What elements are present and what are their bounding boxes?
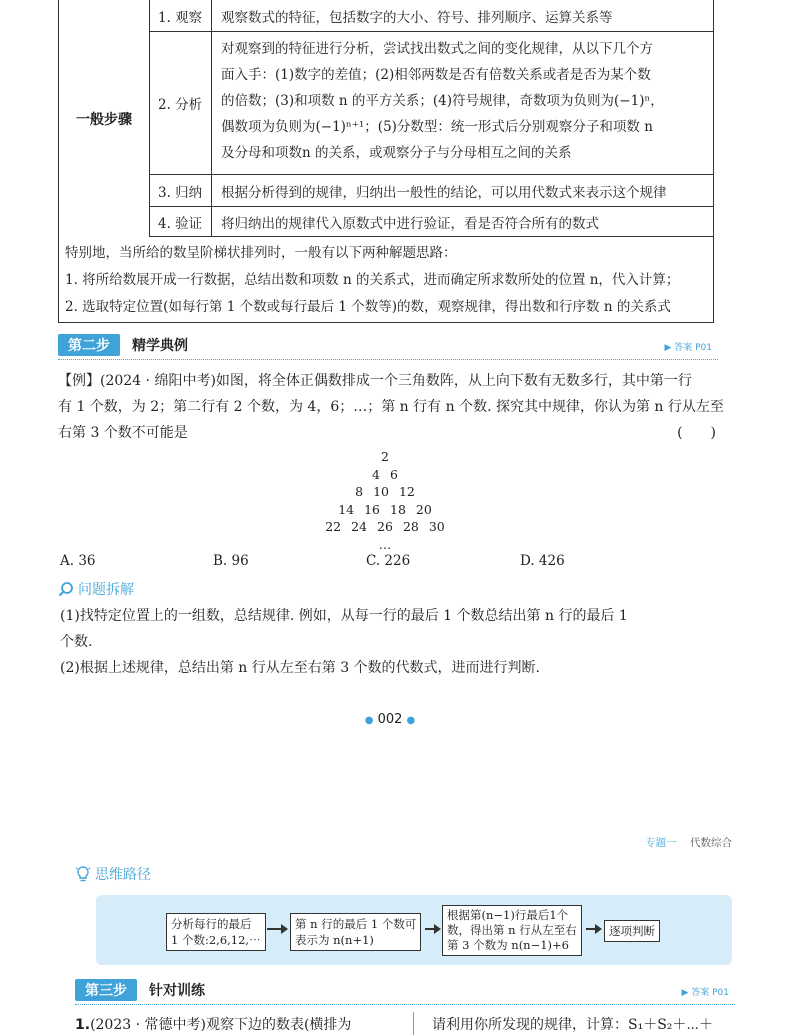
thought-flow-panel [96,895,732,965]
step-name: 1. 观察 [150,0,212,31]
section-header-step2 [58,334,718,358]
arrow-right-icon [425,928,435,930]
question-1 [75,1014,735,1034]
arrow-right-icon [267,928,282,930]
step-row-verify [150,207,713,237]
answer-link[interactable]: ▶ 答案 P01 [681,988,729,998]
step-desc-line: 对观察到的特征进行分析，尝试找出数式之间的变化规律，从以下几个方 [221,41,653,57]
step-desc-line: 的倍数；(3)和项数 n 的平方关系；(4)符号规律，奇数项为负则为(−1)ⁿ， [221,93,664,109]
triangle-row [320,483,450,501]
choice-b[interactable]: B. 96 [213,553,249,569]
flow-text: 表示为 n(n+1) [295,933,374,947]
section-title: 精学典例 [132,338,188,354]
triangle-row [320,466,450,484]
section-header-step3 [75,979,735,1003]
question-text-left: (2023 · 常德中考)观察下边的数表(横排为 [90,1017,352,1033]
topic-header [645,835,732,850]
magnifier-icon [58,581,74,597]
step-name: 3. 归纳 [150,175,212,206]
steps-table [58,0,714,323]
triangle-number: 14 [338,501,355,517]
answer-link[interactable]: ▶ 答案 P01 [664,343,712,353]
flow-step-3 [442,905,582,956]
dot-icon: ● [364,715,374,726]
triangle-number: 30 [428,519,445,534]
note-line: 1. 将所给数展开成一行数据，总结出数和项数 n 的关系式，进而确定所求数所处的位置 n，代入计算； [65,272,680,288]
triangle-number: 26 [377,519,393,534]
flow-text: 数，得出第 n 行从左至右 [447,923,577,937]
example-line: 【例】(2024 · 绵阳中考)如图，将全体正偶数排成一个三角数阵，从上向下数有无数多行，其中第一行 [58,373,692,389]
analysis-line: 个数. [60,634,93,650]
triangle-row [320,448,450,466]
triangle-number: 22 [325,519,342,534]
dot-icon: ● [406,715,416,726]
note-line: 特别地，当所给的数呈阶梯状排列时，一般有以下两种解题思路： [65,245,457,261]
triangle-number: 6 [390,466,398,482]
flow-text: 1 个数:2,6,12,⋯ [171,933,261,947]
example-line: 有 1 个数，为 2；第二行有 2 个数，为 4，6；…；第 n 行有 n 个数. 探究其中规律，你认为第 n 行从左至 [58,399,724,415]
flow-text: 根据第(n−1)行最后1个 [447,908,569,922]
step-desc: 观察数式的特征，包括数字的大小、符号、排列顺序、运算关系等 [221,9,613,26]
triangle-number: 28 [402,519,419,534]
step-desc-line: 偶数项为负则为(−1)ⁿ⁺¹；(5)分数型：统一形式后分别观察分子和项数 n [221,119,653,135]
group-label: 一般步骤 [59,0,150,237]
triangle-number: 2 [381,449,389,464]
section-divider [58,359,718,360]
step-name: 4. 验证 [150,207,212,236]
thought-header [75,864,151,884]
page-number [360,712,420,727]
triangle-number: 24 [351,519,368,534]
triangle-number: 12 [398,484,415,499]
section-title: 针对训练 [149,983,205,999]
analysis-body [60,603,720,681]
section-divider [75,1004,735,1005]
flow-text: 第 3 个数为 n(n−1)+6 [447,938,569,952]
triangle-number: 4 [372,466,380,482]
triangle-row [320,501,450,519]
section-tag: 第三步 [75,979,137,1001]
choice-d[interactable]: D. 426 [520,553,565,569]
step-name: 2. 分析 [150,32,212,174]
number-triangle [320,448,450,553]
analysis-line: (2)根据上述规律，总结出第 n 行从左至右第 3 个数的代数式，进而进行判断. [60,660,541,676]
question-number: 1. [75,1017,91,1033]
flow-text: 逐项判断 [609,924,655,938]
answer-bracket[interactable]: ( ) [677,425,716,441]
step-desc: 将归纳出的规律代入原数式中进行验证，看是否符合所有的数式 [221,215,599,232]
column-divider [413,1012,414,1035]
arrow-right-icon [586,928,596,930]
choice-c[interactable]: C. 226 [366,553,411,569]
triangle-number: 10 [373,484,389,499]
special-note [59,237,713,322]
step-row-observe [150,0,713,32]
flow-text: 第 n 行的最后 1 个数可 [295,917,417,931]
triangle-number: 8 [355,484,364,499]
triangle-row [320,518,450,536]
analysis-header [58,579,134,599]
topic-name: 代数综合 [690,837,732,849]
step-desc [212,32,713,174]
step-desc-line: 及分母和项数n 的关系，或观察分子与分母相互之间的关系 [221,145,572,161]
flow-step-2 [290,913,421,951]
triangle-ellipsis: … [378,536,392,552]
step-row-analyze [150,32,713,175]
step-desc-line: 面入手：(1)数字的差值；(2)相邻两数是否有倍数关系或者是否为某个数 [221,67,651,83]
flow-step-4 [604,920,660,942]
analysis-title: 问题拆解 [78,582,134,598]
example-problem [58,368,724,446]
choice-a[interactable]: A. 36 [60,553,96,569]
example-line: 右第 3 个数不可能是 [58,425,188,441]
triangle-number: 18 [390,501,406,517]
answer-choices [60,553,720,573]
step-desc: 根据分析得到的规律，归纳出一般性的结论，可以用代数式来表示这个规律 [221,184,667,201]
page-number-text: 002 [377,712,403,727]
flow-text: 分析每行的最后 [171,917,252,931]
note-line: 2. 选取特定位置(如每行第 1 个数或每行最后 1 个数等)的数，观察规律，得出数和行序数 n 的关系式 [65,299,671,315]
triangle-number: 20 [415,501,432,517]
topic-label: 专题一 [645,837,677,849]
thought-title: 思维路径 [95,867,151,883]
triangle-number: 16 [364,501,380,517]
lightbulb-icon [75,865,91,883]
triangle-row [320,536,450,554]
question-text-right: 请利用你所发现的规律，计算：S₁＋S₂＋⋯＋ [432,1017,714,1033]
flow-step-1 [166,913,266,951]
step-row-induce [150,175,713,207]
analysis-line: (1)找特定位置上的一组数，总结规律. 例如，从每一行的最后 1 个数总结出第 n 行的最后 1 [60,608,628,624]
section-tag: 第二步 [58,334,120,356]
